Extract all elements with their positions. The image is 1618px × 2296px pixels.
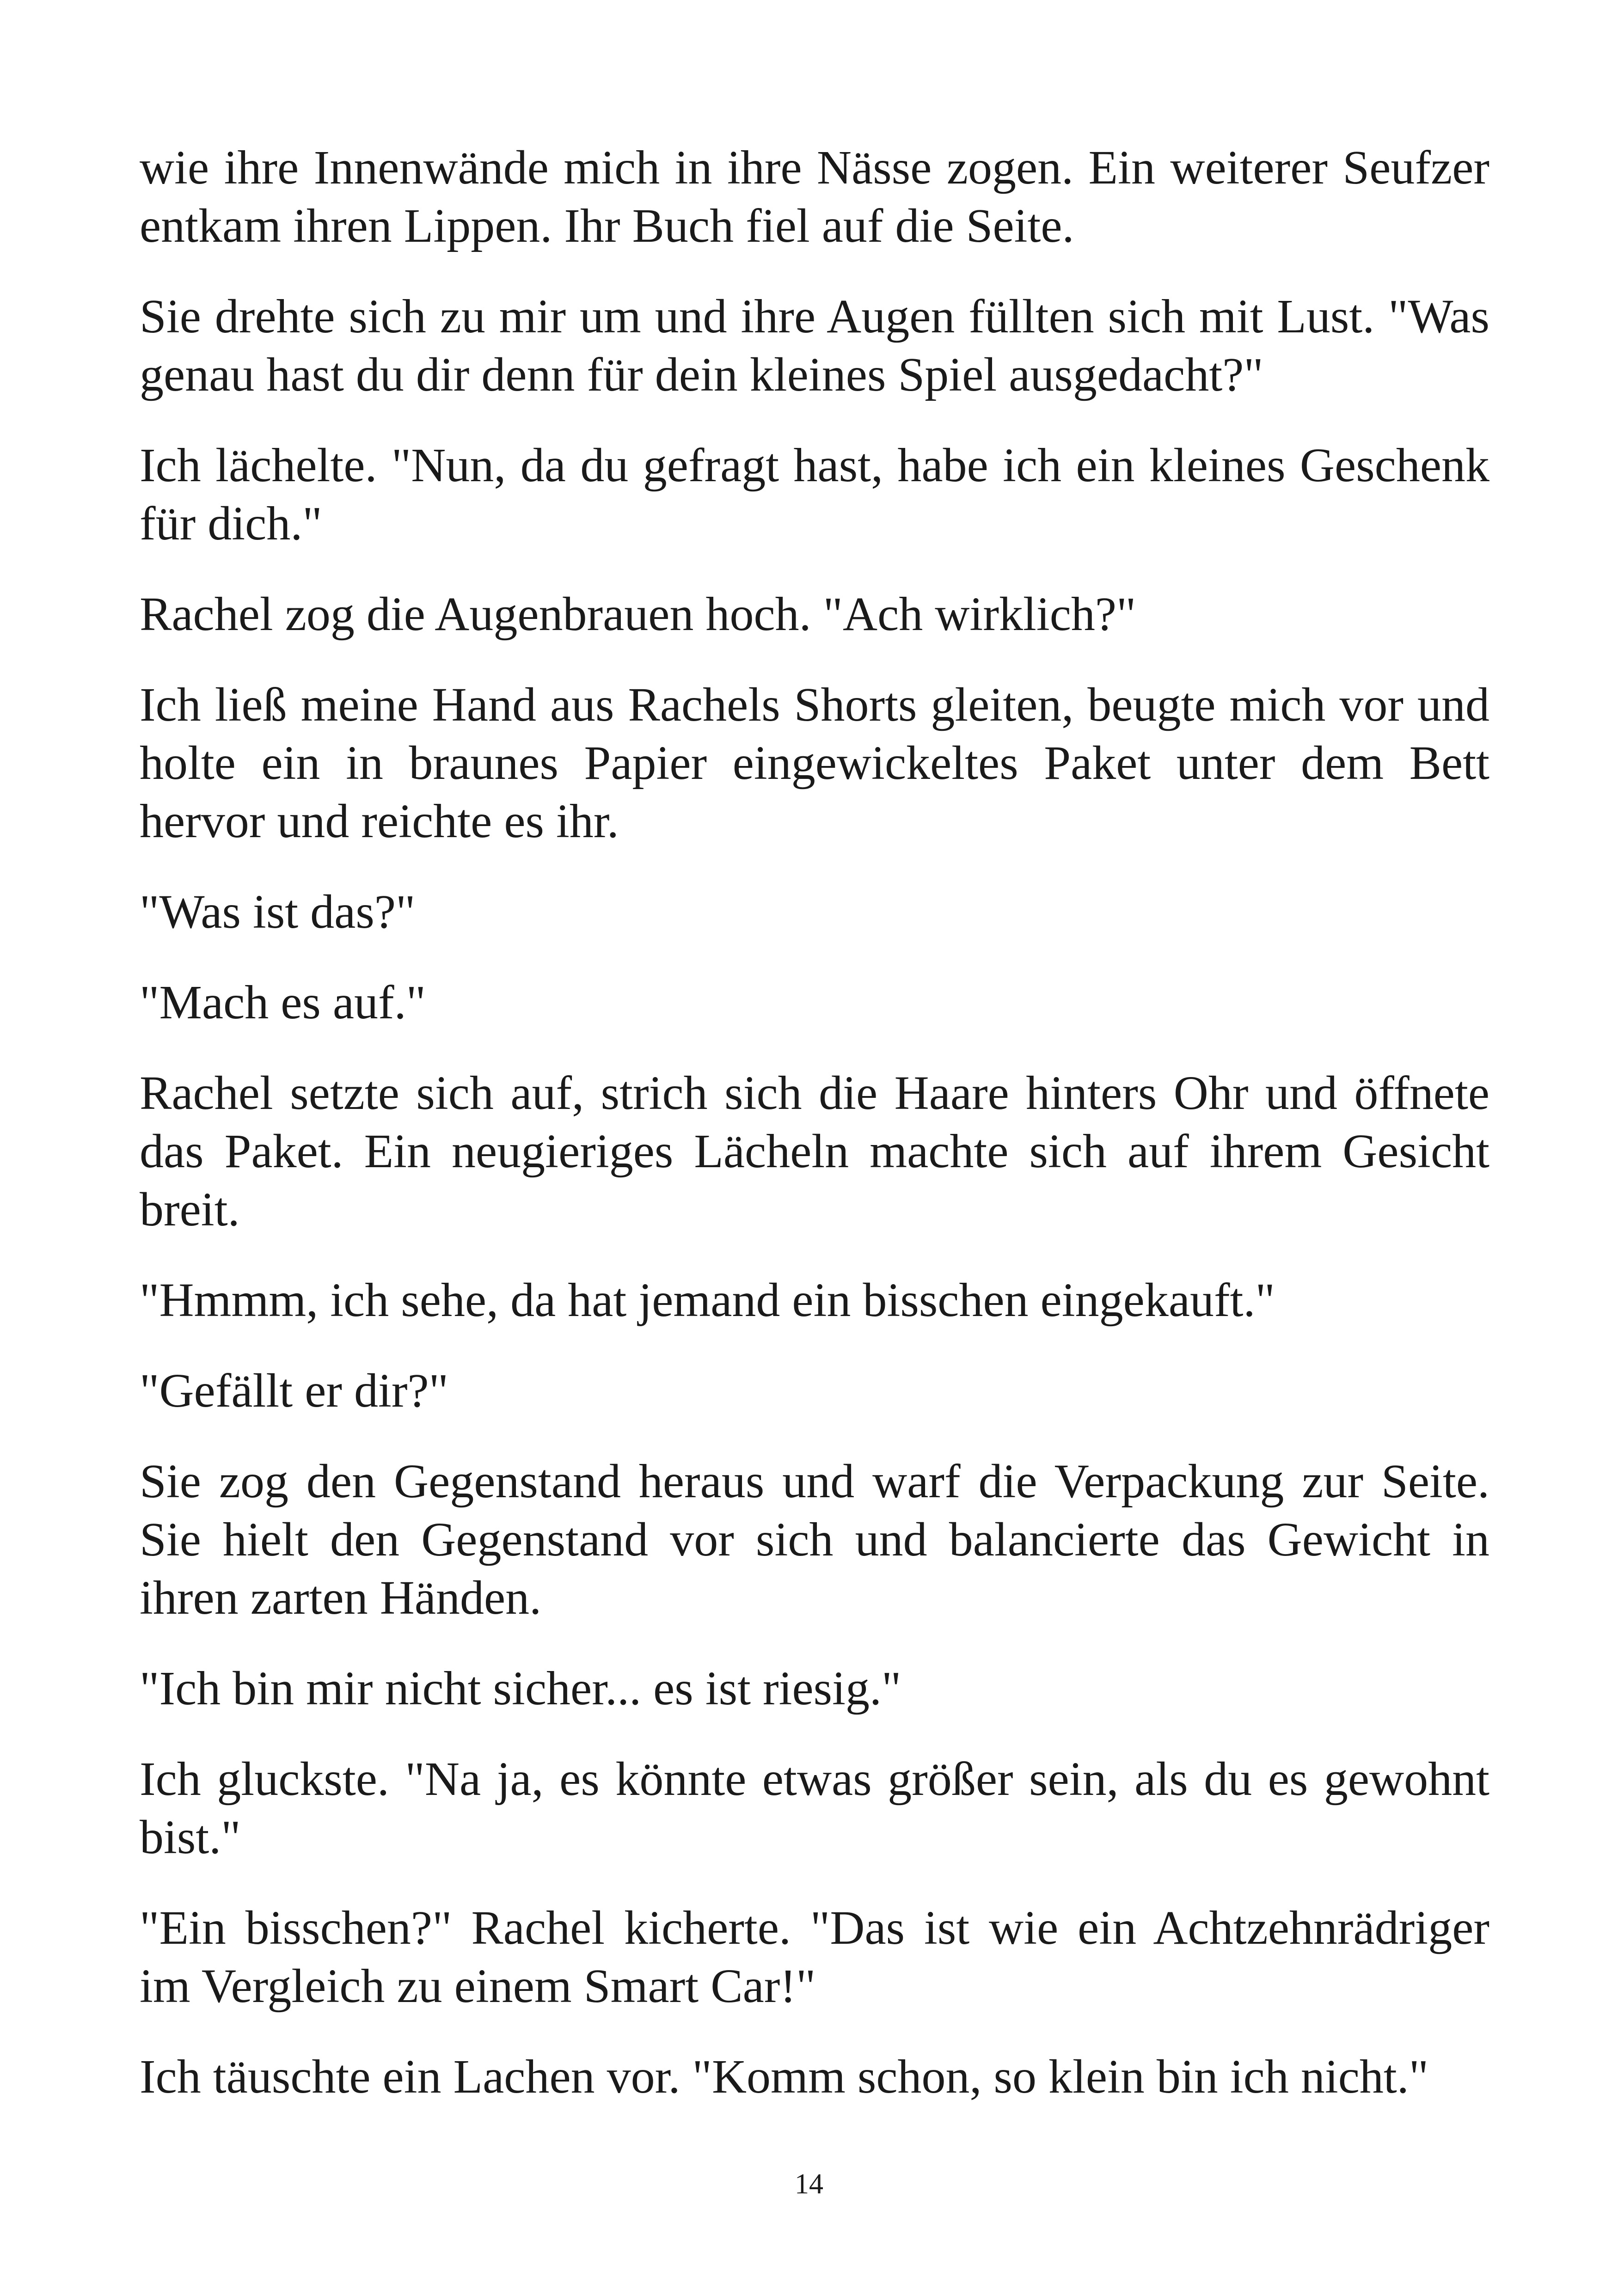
paragraph: Ich gluckste. "Na ja, es könnte etwas größer sein, als du es gewohnt bist." bbox=[140, 1752, 1489, 1864]
page-number: 14 bbox=[795, 2168, 823, 2200]
paragraph: Rachel setzte sich auf, strich sich die Haare hinters Ohr und öffnete das Paket. Ein neugieriges Lächeln machte sich auf ihrem Gesicht breit. bbox=[140, 1066, 1489, 1236]
paragraph: "Was ist das?" bbox=[140, 885, 416, 938]
paragraph: Sie zog den Gegenstand heraus und warf die Verpackung zur Seite. Sie hielt den Gegenstand vor sich und balancierte das Gewicht in ihren zarten Händen. bbox=[140, 1455, 1489, 1624]
paragraph: "Ein bisschen?" Rachel kicherte. "Das ist wie ein Achtzehnrädriger im Vergleich zu einem Smart Car!" bbox=[140, 1901, 1489, 2013]
paragraph: "Mach es auf." bbox=[140, 976, 426, 1029]
paragraph: "Hmmm, ich sehe, da hat jemand ein bisschen eingekauft." bbox=[140, 1274, 1275, 1327]
paragraph: wie ihre Innenwände mich in ihre Nässe zogen. Ein weiterer Seufzer entkam ihren Lippen. Ihr Buch fiel auf die Seite. bbox=[140, 141, 1489, 252]
paragraph: Ich ließ meine Hand aus Rachels Shorts gleiten, beugte mich vor und holte ein in braunes Papier eingewickeltes Paket unter dem Bett hervor und reichte es ihr. bbox=[140, 678, 1489, 848]
paragraph: Rachel zog die Augenbrauen hoch. "Ach wirklich?" bbox=[140, 588, 1136, 641]
paragraph: "Ich bin mir nicht sicher... es ist riesig." bbox=[140, 1662, 901, 1715]
paragraph: Sie drehte sich zu mir um und ihre Augen füllten sich mit Lust. "Was genau hast du dir denn für dein kleines Spiel ausgedacht?" bbox=[140, 290, 1489, 401]
paragraph: Ich täuschte ein Lachen vor. "Komm schon, so klein bin ich nicht." bbox=[140, 2050, 1429, 2103]
paragraph: Ich lächelte. "Nun, da du gefragt hast, habe ich ein kleines Geschenk für dich." bbox=[140, 439, 1489, 550]
body-text bbox=[140, 139, 1489, 2138]
paragraph: "Gefällt er dir?" bbox=[140, 1364, 449, 1417]
